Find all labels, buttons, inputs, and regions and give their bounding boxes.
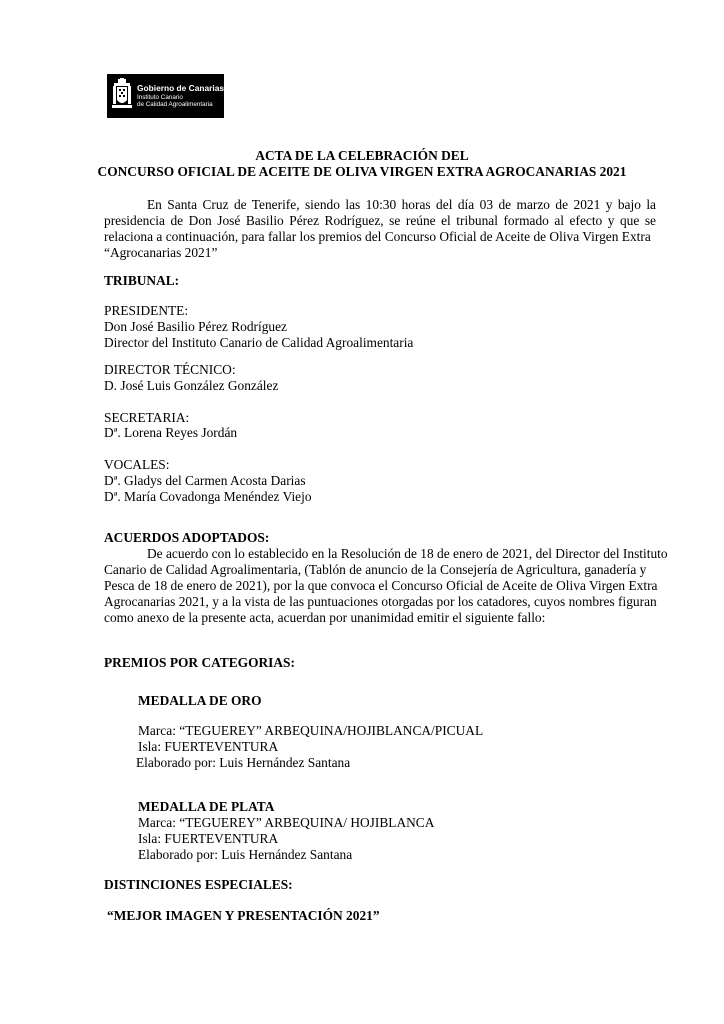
oro-isla: Isla: FUERTEVENTURA [138, 739, 279, 754]
coat-of-arms-icon [111, 78, 133, 114]
plata-elaborado: Elaborado por: Luis Hernández Santana [138, 847, 353, 862]
acuerdos-line-5: como anexo de la presente acta, acuerdan por unanimidad emitir el siguiente fallo: [104, 610, 546, 625]
director-label: DIRECTOR TÉCNICO: [104, 362, 236, 377]
oro-elaborado: Elaborado por: Luis Hernández Santana [136, 755, 351, 770]
title-line-1: ACTA DE LA CELEBRACIÓN DEL [255, 148, 469, 163]
intro-line-2: presidencia de Don José Basilio Pérez Rodríguez, se reúne el tribunal formado al efecto y que se [104, 213, 656, 228]
distinciones-heading: DISTINCIONES ESPECIALES: [104, 877, 293, 892]
logo-name: Gobierno de Canarias [137, 83, 225, 93]
acuerdos-line-3: Pesca de 18 de enero de 2021), por la que convoca el Concurso Oficial de Aceite de Oliva Virgen Extra [104, 578, 658, 593]
presidente-name: Don José Basilio Pérez Rodríguez [104, 319, 287, 334]
intro-line-4: “Agrocanarias 2021” [104, 245, 218, 260]
secretaria-name: Dª. Lorena Reyes Jordán [104, 425, 238, 440]
intro-line-3: relaciona a continuación, para fallar los premios del Concurso Oficial de Aceite de Oliva Virgen Extra [104, 229, 651, 244]
oro-marca: Marca: “TEGUEREY” ARBEQUINA/HOJIBLANCA/PICUAL [138, 723, 484, 738]
title-line-2: CONCURSO OFICIAL DE ACEITE DE OLIVA VIRGEN EXTRA AGROCANARIAS 2021 [97, 164, 627, 179]
plata-marca: Marca: “TEGUEREY” ARBEQUINA/ HOJIBLANCA [138, 815, 435, 830]
acuerdos-heading: ACUERDOS ADOPTADOS: [104, 530, 270, 545]
premios-heading: PREMIOS POR CATEGORIAS: [104, 655, 295, 670]
acuerdos-line-4: Agrocanarias 2021, y a la vista de las puntuaciones otorgadas por los catadores, cuyos nombres figuran [104, 594, 657, 609]
vocal-2: Dª. María Covadonga Menéndez Viejo [104, 489, 312, 504]
acuerdos-line-2: Canario de Calidad Agroalimentaria, (Tablón de anuncio de la Consejería de Agricultura, ganadería y [104, 562, 647, 577]
vocales-label: VOCALES: [104, 457, 170, 472]
director-name: D. José Luis González González [104, 378, 279, 393]
logo-line-1: Instituto Canario [137, 94, 183, 101]
acuerdos-line-1: De acuerdo con lo establecido en la Resolución de 18 de enero de 2021, del Director del Instituto [147, 546, 668, 561]
presidente-role: Director del Instituto Canario de Calidad Agroalimentaria [104, 335, 414, 350]
medalla-oro-heading: MEDALLA DE ORO [138, 693, 262, 708]
logo-line-2: de Calidad Agroalimentaria [137, 101, 213, 108]
plata-isla: Isla: FUERTEVENTURA [138, 831, 279, 846]
presidente-label: PRESIDENTE: [104, 303, 189, 318]
tribunal-heading: TRIBUNAL: [104, 273, 180, 288]
gobierno-canarias-logo [107, 74, 224, 118]
mejor-imagen-heading: “MEJOR IMAGEN Y PRESENTACIÓN 2021” [107, 908, 380, 923]
medalla-plata-heading: MEDALLA DE PLATA [138, 799, 275, 814]
secretaria-label: SECRETARIA: [104, 410, 190, 425]
vocal-1: Dª. Gladys del Carmen Acosta Darias [104, 473, 306, 488]
intro-line-1: En Santa Cruz de Tenerife, siendo las 10:30 horas del día 03 de marzo de 2021 y bajo la [147, 197, 656, 212]
